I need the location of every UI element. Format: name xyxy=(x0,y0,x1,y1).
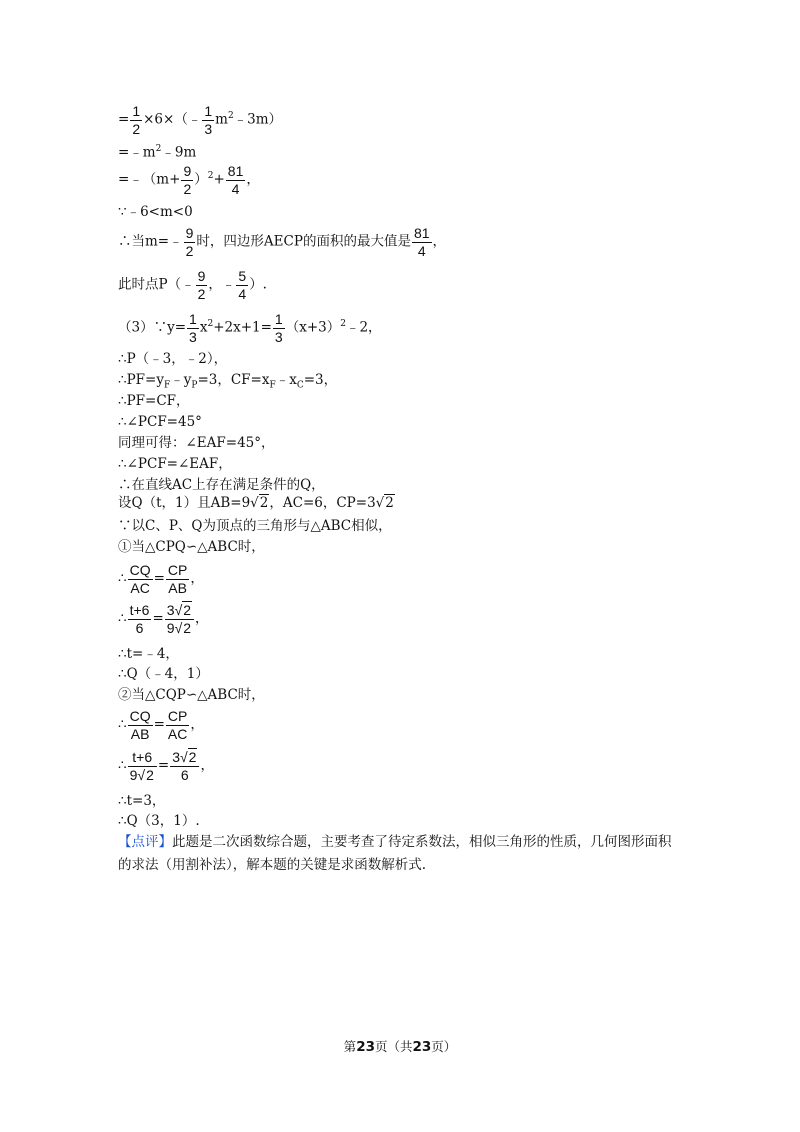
line-26: ∴Q（3，1）. xyxy=(118,813,200,829)
line-23 xyxy=(118,709,204,741)
denominator: 6 xyxy=(180,766,189,783)
comment xyxy=(118,836,672,850)
text: = xyxy=(152,610,164,627)
line-14: ∴在直线AC上存在满足条件的Q， xyxy=(118,477,325,493)
text: ∴ xyxy=(118,757,127,774)
radicand: 2 xyxy=(259,495,269,511)
fraction xyxy=(273,312,285,344)
denominator: AC xyxy=(167,725,188,742)
text: 9 xyxy=(166,619,175,636)
text: =﹣m xyxy=(118,144,156,161)
text: ， xyxy=(246,171,260,188)
text: ﹣3m） xyxy=(233,111,283,128)
text: ， xyxy=(190,570,204,587)
line-7 xyxy=(118,312,382,344)
line-12: 同理可得：∠EAF=45°， xyxy=(118,435,275,451)
line-20: ∴t=﹣4， xyxy=(118,646,179,662)
denominator: 6 xyxy=(135,619,144,636)
fraction xyxy=(196,269,208,301)
fraction xyxy=(181,164,193,196)
text: ∴PF=y xyxy=(118,372,164,388)
line-4: ∵﹣6<m<0 xyxy=(118,204,193,220)
text: 9 xyxy=(129,766,138,783)
line-21: ∴Q（﹣4，1） xyxy=(118,666,209,682)
numerator: 9 xyxy=(197,268,206,284)
fraction xyxy=(412,226,432,258)
text: ，﹣ xyxy=(208,276,236,293)
comment-tag: 【点评】 xyxy=(118,834,172,850)
fraction xyxy=(226,164,246,196)
text: ﹣y xyxy=(170,372,192,388)
numerator: CQ xyxy=(129,708,151,724)
fraction xyxy=(165,603,194,635)
text: ﹣2， xyxy=(345,319,382,336)
subscript: F xyxy=(269,380,276,391)
numerator: CP xyxy=(167,562,188,578)
text: ） xyxy=(194,171,208,188)
fraction xyxy=(128,563,153,595)
line-11: ∴∠PCF=45° xyxy=(118,414,202,430)
text: 设Q（t，1）且AB=9 xyxy=(118,495,251,511)
text: = xyxy=(153,716,165,733)
subscript: F xyxy=(163,380,171,391)
line-13: ∴∠PCF=∠EAF， xyxy=(118,456,232,472)
text: （3）∵y= xyxy=(118,319,187,336)
text: ∴当m=﹣ xyxy=(118,233,183,250)
sqrt: √2 xyxy=(137,766,154,783)
line-15 xyxy=(118,497,395,511)
text: （x+3） xyxy=(285,319,341,336)
sqrt: √2 xyxy=(179,749,197,765)
numerator: CP xyxy=(167,708,188,724)
comment-continued: 的求法（用割补法），解本题的关键是求函数解析式. xyxy=(118,857,427,873)
superscript: 2 xyxy=(227,111,234,122)
subscript: P xyxy=(191,380,198,391)
text: ， xyxy=(432,233,447,250)
text: 第 xyxy=(343,1039,357,1054)
line-5 xyxy=(118,226,446,258)
fraction xyxy=(128,709,153,741)
text: 页） xyxy=(431,1039,457,1054)
numerator xyxy=(165,603,194,620)
text: ， xyxy=(200,757,214,774)
numerator: CQ xyxy=(129,562,151,578)
line-8: ∴P（﹣3，﹣2）， xyxy=(118,351,228,367)
fraction xyxy=(202,104,214,136)
fraction xyxy=(187,312,199,344)
fraction xyxy=(166,563,189,595)
line-17: ①当△CPQ∽△ABC时， xyxy=(118,539,265,555)
radicand: 2 xyxy=(385,495,394,511)
radicand: 2 xyxy=(183,602,192,618)
denominator: 3 xyxy=(274,328,283,345)
denominator: 4 xyxy=(417,242,426,259)
numerator: 1 xyxy=(274,311,283,327)
text: ﹣9m xyxy=(161,144,197,161)
denominator: 2 xyxy=(197,285,206,302)
text: ∴ xyxy=(118,716,127,733)
line-18 xyxy=(118,563,204,595)
text: m xyxy=(215,111,228,128)
sqrt: √2 xyxy=(174,619,192,636)
text: ×6×（﹣ xyxy=(143,111,202,128)
line-24 xyxy=(118,750,214,782)
line-19 xyxy=(118,603,209,635)
numerator: 1 xyxy=(204,103,213,119)
text: ﹣x xyxy=(275,372,297,388)
fraction xyxy=(166,709,189,741)
line-25: ∴t=3， xyxy=(118,793,166,809)
denominator: 4 xyxy=(238,285,247,302)
superscript: 2 xyxy=(207,319,214,330)
text: ∴ xyxy=(118,570,127,587)
line-16: ∵以C、P、Q为顶点的三角形与△ABC相似， xyxy=(118,518,392,534)
denominator: 3 xyxy=(189,328,197,345)
line-6 xyxy=(118,269,267,301)
numerator: 81 xyxy=(413,225,430,241)
denominator xyxy=(165,620,194,636)
denominator xyxy=(128,767,157,783)
line-1 xyxy=(118,104,282,136)
sqrt: √2 xyxy=(174,602,192,618)
denominator: 2 xyxy=(132,120,141,137)
text: 3 xyxy=(172,749,180,765)
page-footer xyxy=(0,1037,800,1055)
text: ， xyxy=(195,610,209,627)
numerator: t+6 xyxy=(128,750,157,767)
line-9 xyxy=(118,374,337,391)
text: =﹣（m+ xyxy=(118,171,181,188)
subscript: C xyxy=(296,380,304,391)
denominator: 3 xyxy=(204,120,213,137)
numerator: 9 xyxy=(185,225,194,241)
text: 此时点P（﹣ xyxy=(118,276,195,293)
numerator: 1 xyxy=(132,103,141,119)
text: 时，四边形AECP的面积的最大值是 xyxy=(196,233,411,250)
text: + xyxy=(213,171,225,188)
fraction xyxy=(128,603,152,635)
fraction xyxy=(184,226,196,258)
text: =3， xyxy=(303,372,338,388)
page-number: 23 xyxy=(356,1039,375,1055)
superscript: 2 xyxy=(155,144,162,154)
superscript: 2 xyxy=(340,319,346,330)
comment-text: 此题是二次函数综合题，主要考查了待定系数法，相似三角形的性质，几何图形面积 xyxy=(172,834,672,850)
denominator: 4 xyxy=(231,180,240,197)
text: ）. xyxy=(249,276,267,293)
radicand: 2 xyxy=(183,619,192,636)
denominator: 2 xyxy=(185,242,194,259)
numerator: 1 xyxy=(189,311,197,327)
text: =3，CF=x xyxy=(197,372,270,388)
denominator: AB xyxy=(168,579,187,596)
fraction xyxy=(130,104,142,136)
text: 页（共 xyxy=(374,1039,413,1054)
line-2 xyxy=(118,145,196,160)
text: ，AC=6，CP=3 xyxy=(269,495,376,511)
radicand: 2 xyxy=(188,749,197,765)
text: ∴ xyxy=(118,610,127,627)
text: = xyxy=(153,570,165,587)
text: 3 xyxy=(166,602,175,618)
fraction xyxy=(170,750,199,782)
line-22: ②当△CQP∽△ABC时， xyxy=(118,687,265,703)
text: +2x+1= xyxy=(213,319,272,336)
numerator xyxy=(170,750,199,767)
fraction xyxy=(236,269,248,301)
numerator: 81 xyxy=(227,163,244,179)
text: = xyxy=(118,111,130,128)
radicand: 2 xyxy=(146,766,154,783)
line-10: ∴PF=CF， xyxy=(118,393,190,409)
text: = xyxy=(157,757,170,774)
sqrt: √2 xyxy=(250,495,269,511)
sqrt: √2 xyxy=(375,495,394,511)
denominator: 2 xyxy=(183,180,192,197)
numerator: 9 xyxy=(183,163,192,179)
text: ， xyxy=(190,716,204,733)
line-3 xyxy=(118,164,260,196)
fraction xyxy=(128,750,157,782)
total-pages: 23 xyxy=(412,1039,432,1055)
text: x xyxy=(199,319,208,336)
numerator: 5 xyxy=(238,268,247,284)
denominator: AB xyxy=(130,725,150,742)
numerator: t+6 xyxy=(129,602,150,618)
denominator: AC xyxy=(130,579,150,596)
superscript: 2 xyxy=(207,171,214,182)
